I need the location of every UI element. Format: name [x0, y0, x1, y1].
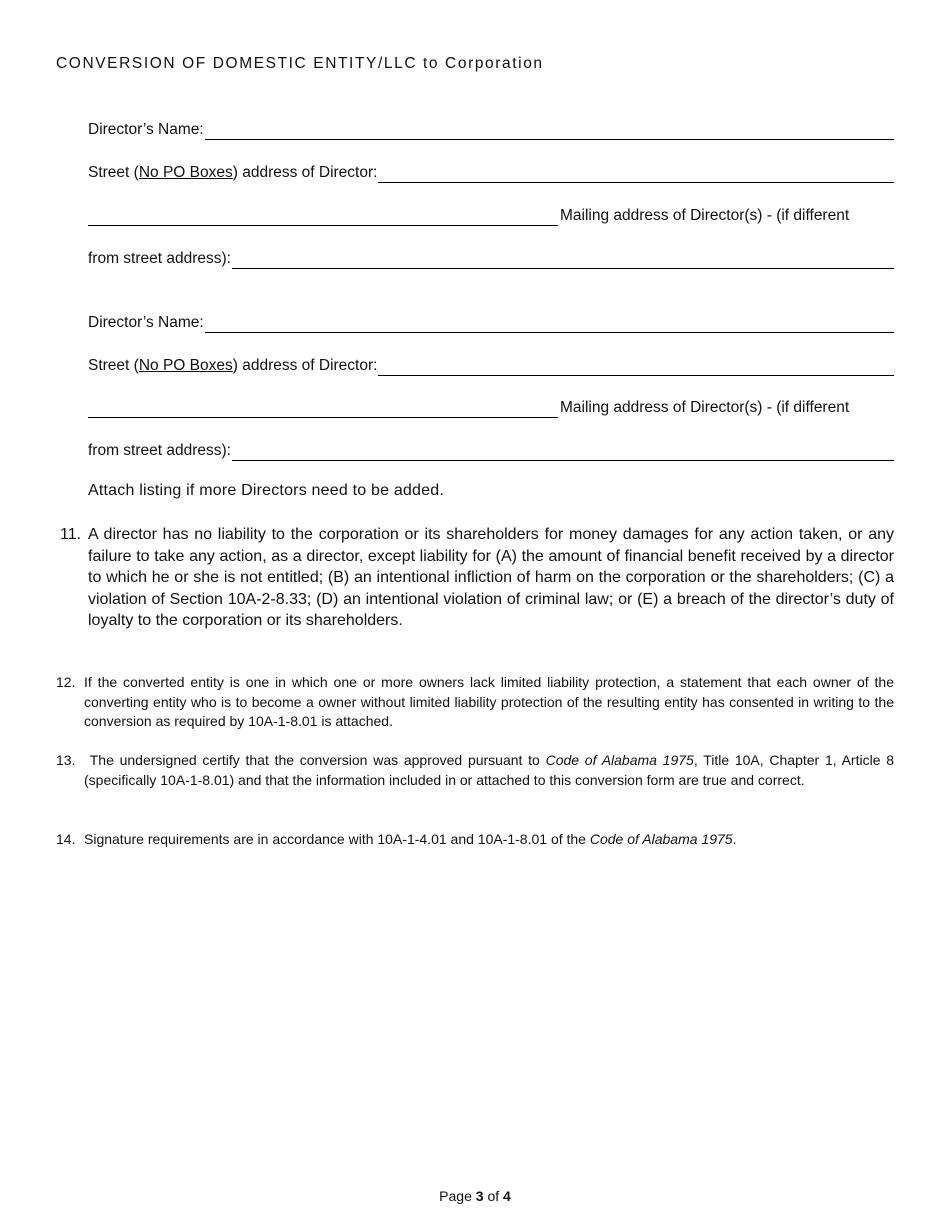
item-12	[56, 673, 894, 732]
director-2-mailing-row	[88, 394, 894, 418]
item-number: 13.	[56, 752, 76, 768]
director-1-street-field-cont[interactable]	[88, 207, 558, 226]
page-header: CONVERSION OF DOMESTIC ENTITY/LLC to Corporation	[56, 55, 544, 72]
director-2-street-field[interactable]	[378, 357, 894, 376]
street-address-label: Street (No PO Boxes) address of Director:	[88, 164, 378, 181]
director-2-mailing-cont-row	[88, 437, 894, 461]
director-1-street-field[interactable]	[378, 164, 894, 183]
director-1-name-field[interactable]	[205, 121, 894, 140]
item-text: Signature requirements are in accordance with 10A-1-4.01 and 10A-1-8.01 of the Code of Alabama 1975.	[84, 831, 737, 847]
director-1-street-row	[88, 159, 894, 183]
director-1-name-row	[88, 116, 894, 140]
mailing-cont-label: from street address):	[88, 442, 231, 459]
item-number: 14.	[56, 831, 76, 847]
item-13	[56, 751, 894, 790]
item-number: 11.	[60, 526, 82, 543]
director-2-street-field-cont[interactable]	[88, 399, 558, 418]
director-1-mailing-cont-row	[88, 245, 894, 269]
current-page: 3	[475, 1188, 484, 1204]
director-name-label: Director’s Name:	[88, 121, 204, 138]
page-footer: Page 3 of 4	[439, 1188, 511, 1204]
attach-note: Attach listing if more Directors need to be added.	[88, 482, 444, 499]
item-text: A director has no liability to the corporation or its shareholders for money damages for any action taken, or any failure to take any action, as a director, except liability for (A) the amount of financial benefit received by a director to which he or she is not entitled; (B) an intentional infliction of harm on the corporation or the shareholders; (C) a violation of Section 10A-2-8.33; (D) an intentional violation of criminal law; or (E) a breach of the director’s duty of loyalty to the corporation or its shareholders.	[88, 526, 894, 630]
total-pages: 4	[503, 1188, 511, 1204]
director-1-mailing-field[interactable]	[232, 250, 894, 269]
director-name-label: Director’s Name:	[88, 314, 204, 331]
mailing-address-label: Mailing address of Director(s) - (if different	[560, 207, 850, 224]
code-citation: Code of Alabama 1975	[589, 831, 733, 847]
mailing-address-label: Mailing address of Director(s) - (if different	[560, 399, 850, 416]
item-text: If the converted entity is one in which one or more owners lack limited liability protection, a statement that each owner of the converting entity who is to become a owner without limited liability protection of the resulting entity has consented in writing to the conversion as required by 10A-1-8.01 is attached.	[84, 674, 894, 730]
director-1-mailing-row	[88, 202, 894, 226]
director-2-mailing-field[interactable]	[232, 442, 894, 461]
item-11	[60, 524, 894, 632]
mailing-cont-label: from street address):	[88, 250, 231, 267]
item-number: 12.	[56, 674, 76, 690]
code-citation: Code of Alabama 1975	[545, 752, 694, 768]
director-2-name-row	[88, 309, 894, 333]
item-text: The undersigned certify that the conversion was approved pursuant to Code of Alabama 1975, Title 10A, Chapter 1, Article 8 (specifically 10A-1-8.01) and that the information included in or attached to this conversion form are true and correct.	[84, 752, 895, 788]
street-address-label: Street (No PO Boxes) address of Director:	[88, 357, 378, 374]
director-2-street-row	[88, 352, 894, 376]
item-14	[56, 830, 894, 850]
director-2-name-field[interactable]	[205, 314, 894, 333]
